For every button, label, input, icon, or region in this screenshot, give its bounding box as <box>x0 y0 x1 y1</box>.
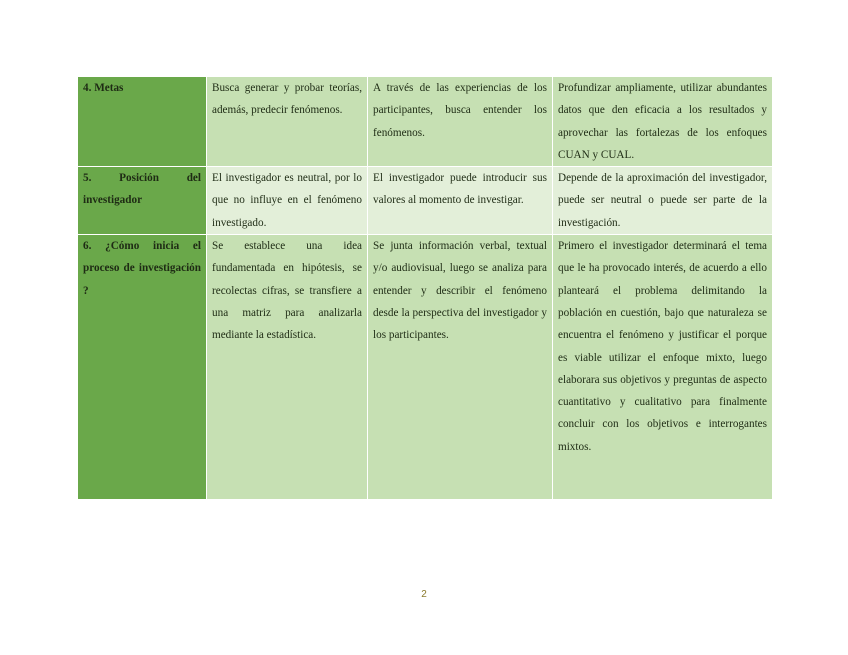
cell-cualitativo-posicion: El investigador puede introducir sus valores al momento de investigar. <box>368 167 553 235</box>
table-row-metas <box>78 77 773 167</box>
comparison-table <box>77 76 773 500</box>
page-number: 2 <box>421 589 427 600</box>
cell-cuantitativo-posicion: El investigador es neutral, por lo que no influye en el fenómeno investigado. <box>207 167 368 235</box>
cell-cualitativo-inicio: Se junta información verbal, textual y/o audiovisual, luego se analiza para entender y describir el fenómeno desde la perspectiva del investigador y los participantes. <box>368 235 553 500</box>
cell-cuantitativo-inicio: Se establece una idea fundamentada en hipótesis, se recolectas cifras, se transfiere a una matriz para analizarla mediante la estadística. <box>207 235 368 500</box>
row-header-inicio: 6. ¿Cómo inicia el proceso de investigación ? <box>78 235 207 500</box>
cell-mixto-inicio: Primero el investigador determinará el tema que le ha provocado interés, de acuerdo a ello planteará el problema delimitando la población en cuestión, bajo que naturaleza se encuentra el fenómeno y justificar el porque es viable utilizar el enfoque mixto, luego elaborara sus objetivos y preguntas de aspecto cuantitativo y cualitativo para finalmente concluir con los objetivos e interrogantes mixtos. <box>553 235 773 500</box>
cell-mixto-metas: Profundizar ampliamente, utilizar abundantes datos que den eficacia a los resultados y aprovechar las fortalezas de los enfoques CUAN y CUAL. <box>553 77 773 167</box>
cell-cualitativo-metas: A través de las experiencias de los participantes, busca entender los fenómenos. <box>368 77 553 167</box>
row-header-metas: 4. Metas <box>78 77 207 167</box>
cell-cuantitativo-metas: Busca generar y probar teorías, además, predecir fenómenos. <box>207 77 368 167</box>
table-row-inicio <box>78 235 773 500</box>
table-row-posicion <box>78 167 773 235</box>
cell-mixto-posicion: Depende de la aproximación del investigador, puede ser neutral o puede ser parte de la investigación. <box>553 167 773 235</box>
row-header-posicion: 5. Posición del investigador <box>78 167 207 235</box>
